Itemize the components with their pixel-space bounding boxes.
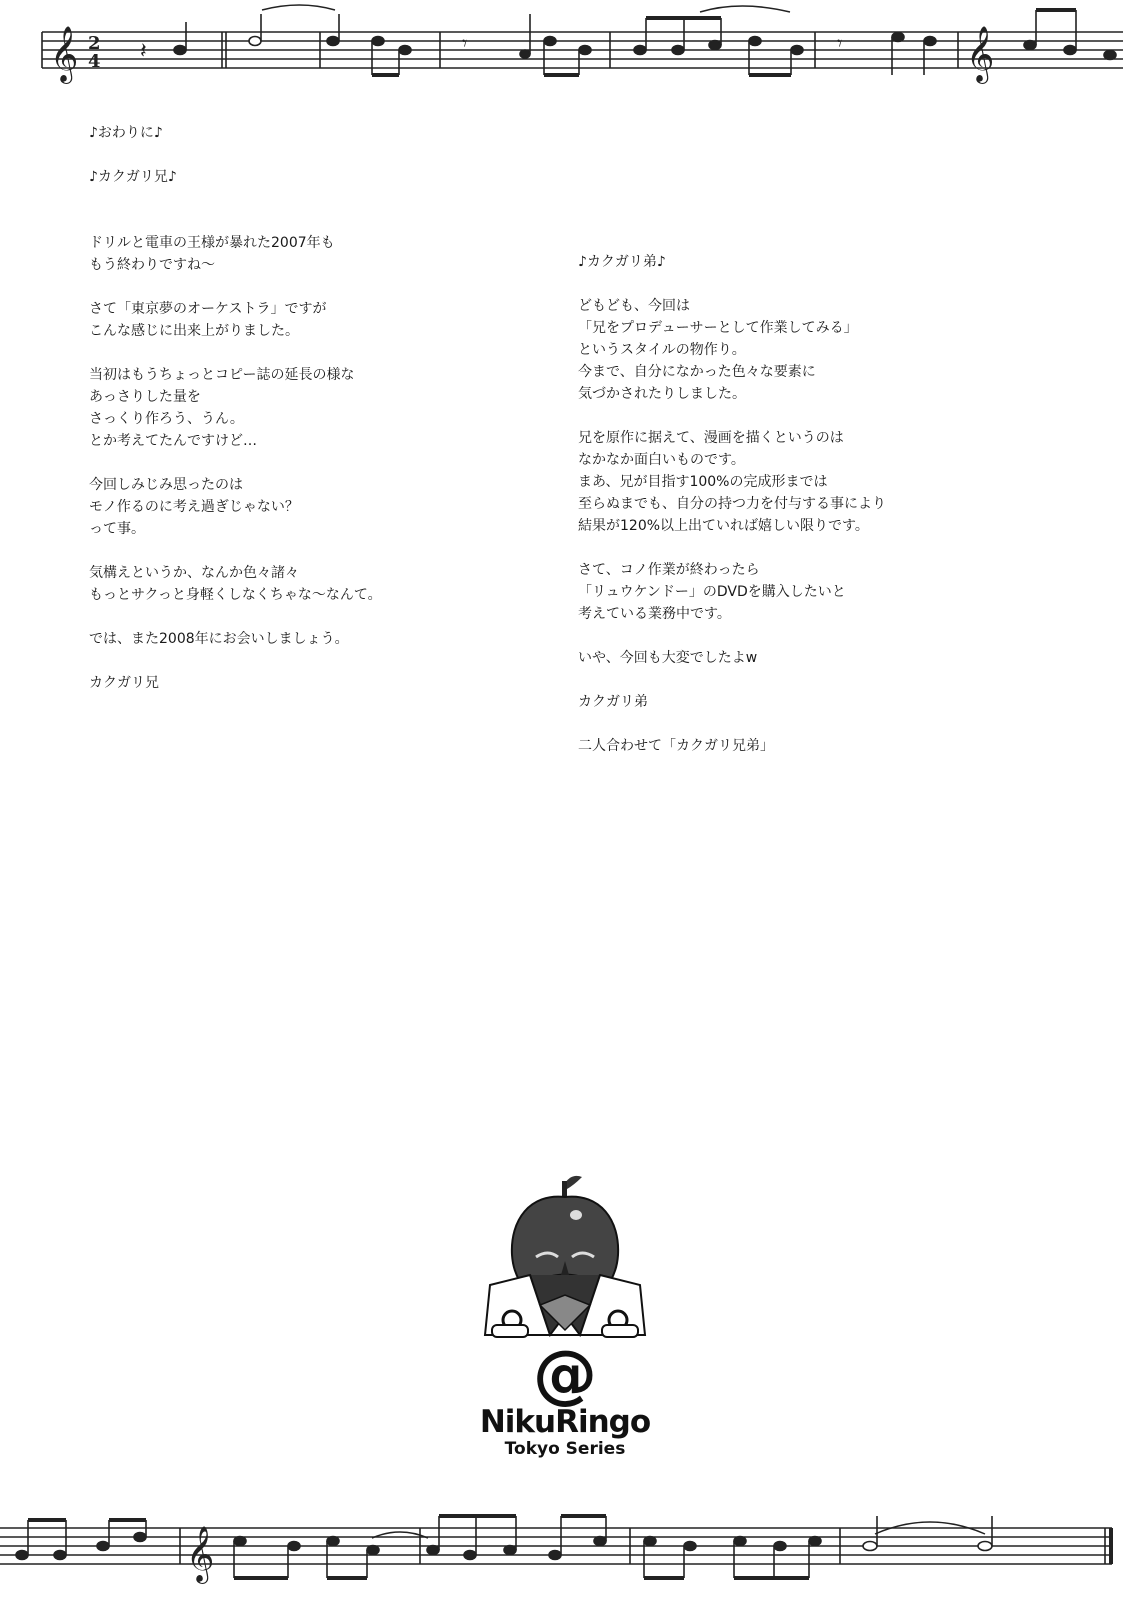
left-paragraph: 当初はもうちょっとコピー誌の延長の様な あっさりした量を さっくり作ろう、うん。 とか考えてたんですけど… xyxy=(89,367,355,449)
signature-ani: カクガリ兄 xyxy=(89,675,159,691)
apple-samurai-mascot-icon xyxy=(470,1175,660,1345)
nikuringo-logo xyxy=(470,1175,660,1459)
brand-series: Tokyo Series xyxy=(504,1439,626,1459)
right-paragraph: 兄を原作に据えて、漫画を描くというのは なかなか面白いものです。 まあ、兄が目指す100%の完成形までは 至らぬまでも、自分の持つ力を付与する事により 結果が120%以上出ていれば嬉しい限りです。 xyxy=(578,430,886,534)
author-heading-ani: ♪カクガリ兄♪ xyxy=(89,169,177,185)
left-paragraph: さて「東京夢のオーケストラ」ですが こんな感じに出来上がりました。 xyxy=(89,301,327,339)
signature-brothers: 二人合わせて「カクガリ兄弟」 xyxy=(578,738,774,754)
treble-clef-icon: 𝄞 xyxy=(966,26,995,82)
rest-icon: 𝄾 xyxy=(837,31,843,55)
left-paragraph: 今回しみじみ思ったのは モノ作るのに考え過ぎじゃない？ って事。 xyxy=(89,477,299,537)
afterword-heading: ♪おわりに♪ xyxy=(89,125,163,141)
left-paragraph: 気構えというか、なんか色々諸々 もっとサクっと身軽くしなくちゃな～なんて。 xyxy=(89,565,382,603)
afterword-left-column xyxy=(89,122,509,716)
left-paragraph: ドリルと電車の王様が暴れた2007年も もう終わりですね～ xyxy=(89,235,335,273)
signature-otouto: カクガリ弟 xyxy=(578,694,648,710)
right-paragraph: さて、コノ作業が終わったら 「リュウケンドー」のDVDを購入したいと 考えている業務中です。 xyxy=(578,562,846,622)
right-paragraph: どもども、今回は 「兄をプロデューサーとして作業してみる」 というスタイルの物作り。 今まで、自分になかった色々な要素に 気づかされたりしました。 xyxy=(578,298,858,402)
treble-clef-icon: 𝄞 xyxy=(186,1526,215,1582)
at-symbol: @ xyxy=(533,1338,597,1412)
time-signature-top: 2 xyxy=(88,33,101,54)
time-signature-bottom: 4 xyxy=(88,51,101,72)
right-paragraph: いや、今回も大変でしたよw xyxy=(578,650,758,666)
bottom-music-staff xyxy=(0,1498,1123,1600)
afterword-right-column xyxy=(578,251,998,779)
left-paragraph: では、また2008年にお会いしましょう。 xyxy=(89,631,349,647)
treble-clef-icon: 𝄞 xyxy=(50,26,79,82)
rest-icon: 𝄾 xyxy=(462,31,468,55)
brand-name: NikuRingo xyxy=(479,1404,651,1440)
author-heading-otouto: ♪カクガリ弟♪ xyxy=(578,254,666,270)
rest-icon: 𝄽 xyxy=(140,39,147,64)
top-music-staff xyxy=(0,0,1123,120)
